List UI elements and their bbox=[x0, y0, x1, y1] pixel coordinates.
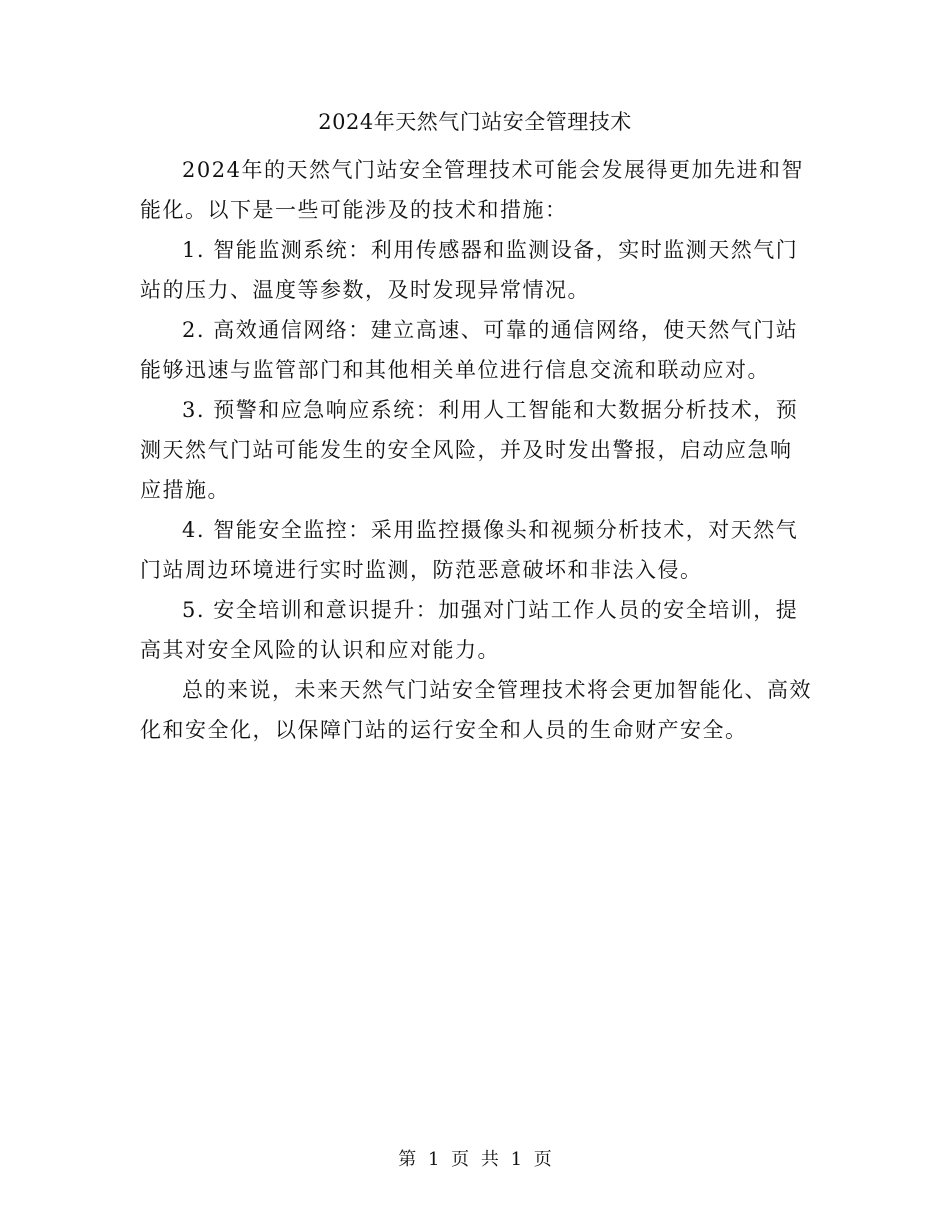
conclusion-paragraph: 总的来说，未来天然气门站安全管理技术将会更加智能化、高效化和安全化，以保障门站的运行安全和人员的生命财产安全。 bbox=[140, 678, 812, 742]
list-item-1: 1. 智能监测系统：利用传感器和监测设备，实时监测天然气门站的压力、温度等参数，及时发现异常情况。 bbox=[140, 238, 799, 302]
intro-paragraph: 2024年的天然气门站安全管理技术可能会发展得更加先进和智能化。以下是一些可能涉及的技术和措施： bbox=[140, 158, 804, 222]
list-item-2: 2. 高效通信网络：建立高速、可靠的通信网络，使天然气门站能够迅速与监管部门和其他相关单位进行信息交流和联动应对。 bbox=[140, 318, 799, 382]
list-item-3: 3. 预警和应急响应系统：利用人工智能和大数据分析技术，预测天然气门站可能发生的安全风险，并及时发出警报，启动应急响应措施。 bbox=[140, 398, 799, 502]
list-item-5: 5. 安全培训和意识提升：加强对门站工作人员的安全培训，提高其对安全风险的认识和应对能力。 bbox=[140, 598, 799, 662]
document-body bbox=[140, 150, 812, 750]
list-item-4: 4. 智能安全监控：采用监控摄像头和视频分析技术，对天然气门站周边环境进行实时监测，防范恶意破坏和非法入侵。 bbox=[140, 518, 799, 582]
page-footer: 第 1 页 共 1 页 bbox=[398, 1149, 552, 1170]
page-title: 2024年天然气门站安全管理技术 bbox=[318, 110, 632, 134]
